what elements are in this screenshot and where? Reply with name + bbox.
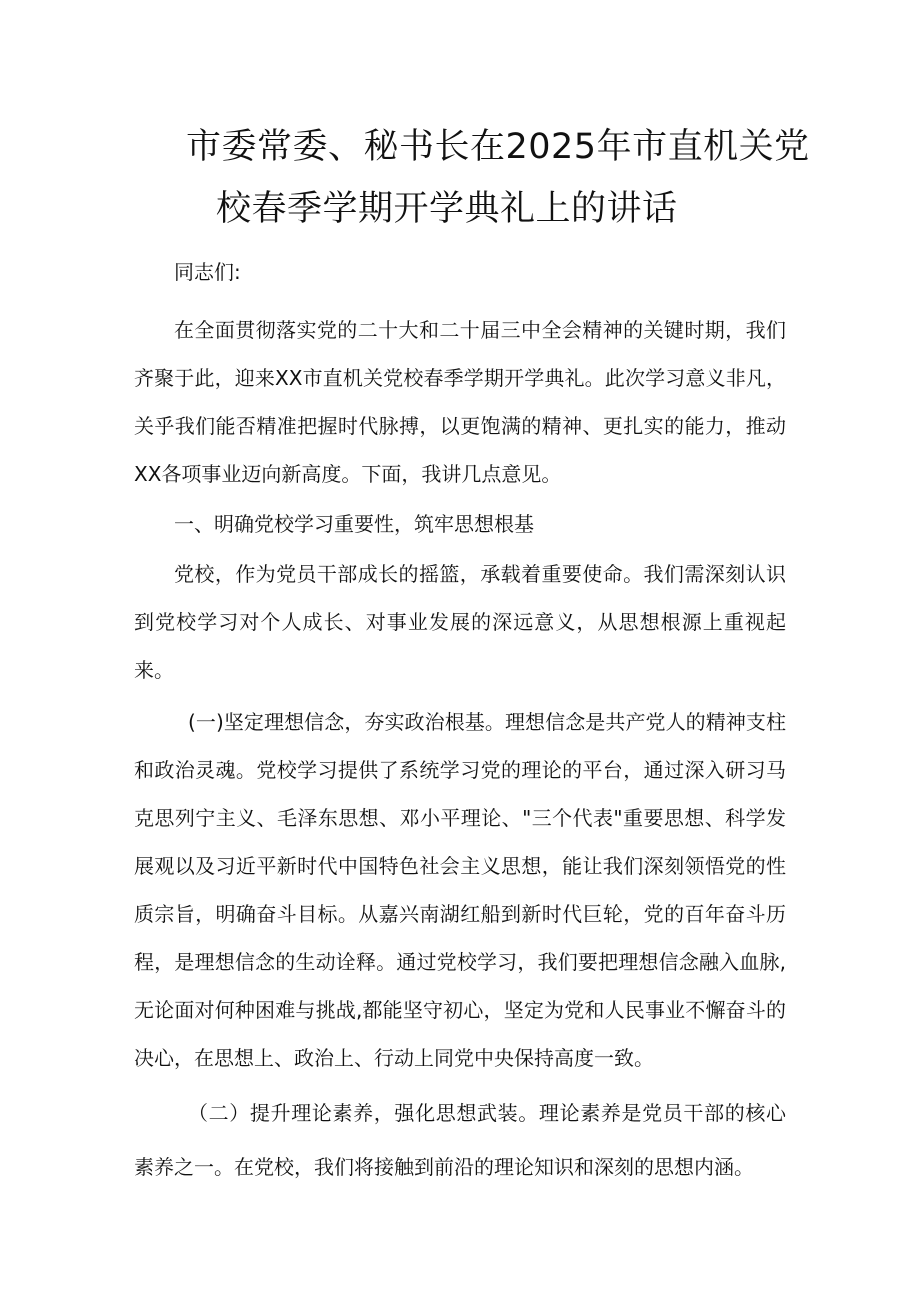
section-heading-1: 一、明确党校学习重要性，筑牢思想根基 [174, 512, 534, 536]
document-title-line-1: 市委常委、秘书长在2025年市直机关党 [186, 127, 810, 167]
salutation: 同志们: [174, 260, 241, 284]
document-title-line-2: 校春季学期开学典礼上的讲话 [216, 189, 678, 229]
document-body [134, 248, 786, 1194]
paragraph-intro: 在全面贯彻落实党的二十大和二十届三中全会精神的关键时期，我们齐聚于此，迎来XX市直机关党校春季学期开学典礼。此次学习意义非凡，关乎我们能否精准把握时代脉搏，以更饱满的精神、更扎实的能力，推动XX各项事业迈向新高度。下面，我讲几点意见。 [134, 318, 786, 486]
paragraph-section-1: 党校，作为党员干部成长的摇篮，承载着重要使命。我们需深刻认识到党校学习对个人成长、对事业发展的深远意义，从思想根源上重视起来。 [134, 562, 786, 682]
paragraph-subsection-2: （二）提升理论素养，强化思想武装。理论素养是党员干部的核心素养之一。在党校，我们将接触到前沿的理论知识和深刻的思想内涵。 [134, 1101, 786, 1179]
paragraph-subsection-1: (一)坚定理想信念，夯实政治根基。理想信念是共产党人的精神支柱和政治灵魂。党校学习提供了系统学习党的理论的平台，通过深入研习马克思列宁主义、毛泽东思想、邓小平理论、"三个代表"重要思想、科学发展观以及习近平新时代中国特色社会主义思想，能让我们深刻领悟党的性质宗旨，明确奋斗目标。从嘉兴南湖红船到新时代巨轮，党的百年奋斗历程，是理想信念的生动诠释。通过党校学习，我们要把理想信念融入血脉,无论面对何种困难与挑战,都能坚守初心，坚定为党和人民事业不懈奋斗的决心，在思想上、政治上、行动上同党中央保持高度一致。 [134, 710, 786, 1070]
